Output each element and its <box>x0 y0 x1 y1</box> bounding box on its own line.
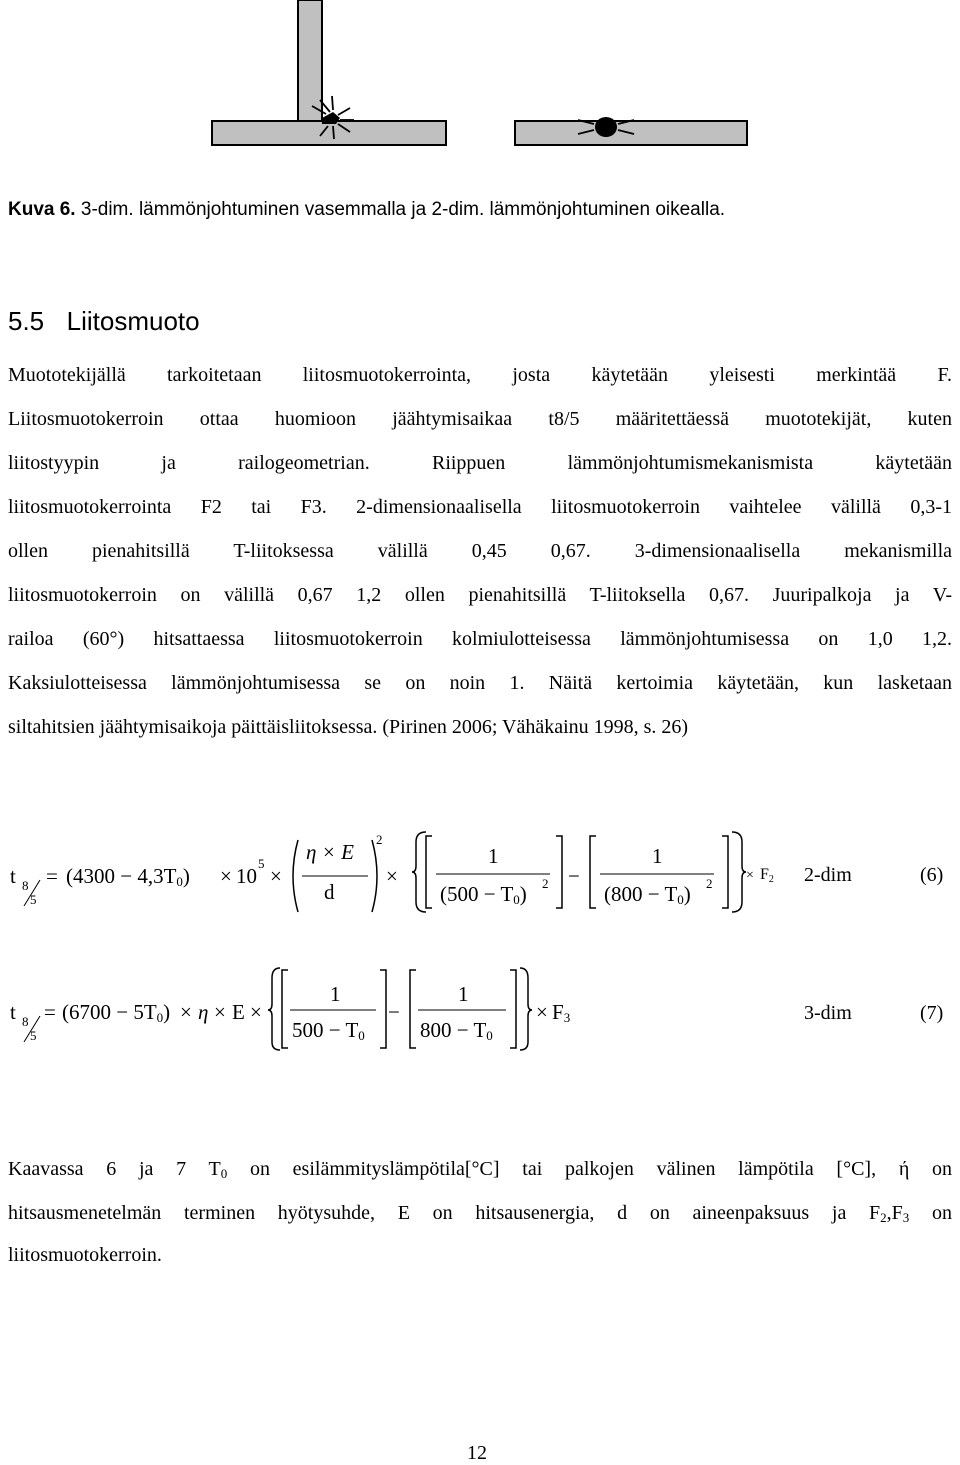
figure-caption-label: Kuva 6. <box>8 199 76 220</box>
eq6-den-a-exp: 2 <box>542 876 549 891</box>
eq7-times-3: × <box>250 1000 262 1024</box>
eq6-times-1: × <box>220 864 232 888</box>
paragraph-line: liitostyypin ja railogeometrian. Riippuen lämmönjohtumismekanismista käytetään <box>8 452 952 474</box>
eq6-one-a: 1 <box>488 844 499 868</box>
eq7-factor1-close: ) <box>163 1000 171 1024</box>
eq6-times-4: × <box>746 868 754 883</box>
eq6-dim: 2-dim <box>804 864 852 886</box>
paragraph2-line-3: liitosmuotokerroin. <box>8 1244 162 1266</box>
eq6-den-a <box>440 882 527 907</box>
eq6-times-3: × <box>386 864 398 888</box>
eq6-den-a-sub: 0 <box>513 892 520 907</box>
eq7-den-a <box>292 1018 365 1043</box>
eq7-dim: 3-dim <box>804 1002 852 1024</box>
equation-7 <box>0 966 960 1056</box>
page-number: 12 <box>467 1442 487 1464</box>
eq6-one-b: 1 <box>652 844 663 868</box>
eq7-den-a-sub: 0 <box>358 1028 365 1043</box>
eq7-sub-5: 5 <box>30 1028 37 1043</box>
paragraph-line: Kaksiulotteisessa lämmönjohtumisessa se on noin 1. Näitä kertoimia käytetään, kun lasketaan <box>8 672 952 694</box>
eq6-den-b-sub: 0 <box>677 892 684 907</box>
p2-line2-a: hitsausmenetelmän terminen hyötysuhde, E on hitsausenergia, d on aineenpaksuus ja F <box>8 1202 881 1224</box>
t-joint-2dim-figure <box>515 117 747 145</box>
paragraph-line: ollen pienahitsillä T-liitoksessa välillä 0,45 0,67. 3-dimensionaalisella mekanismilla <box>8 540 952 562</box>
paragraph-line: liitosmuotokerrointa F2 tai F3. 2-dimensionaalisella liitosmuotokerroin vaihtelee välillä 0,3-1 <box>8 496 952 518</box>
eq6-sub-8: 8 <box>22 878 29 893</box>
section-title: Liitosmuoto <box>66 306 200 336</box>
eq6-times-2: × <box>270 864 282 888</box>
p2-line1-sub: 0 <box>220 1166 228 1181</box>
eq7-times-2: × <box>214 1000 226 1024</box>
eq6-den-b <box>604 882 691 907</box>
eq7-factor1 <box>62 1000 170 1025</box>
eq7-F-sub: 3 <box>563 1010 571 1025</box>
p2-line2-b: on <box>932 1202 952 1224</box>
eq6-den-b-exp: 2 <box>706 876 713 891</box>
equation-6 <box>0 820 960 920</box>
eq7-den-a-text: 500 − T <box>292 1018 359 1042</box>
eq7-factor1-text: (6700 − 5T <box>62 1000 157 1024</box>
eq6-factor1 <box>66 864 190 889</box>
eq6-factor1-text: (4300 − 4,3T <box>66 864 177 888</box>
eq6-square: 2 <box>376 832 383 847</box>
figure-caption-text: 3-dim. lämmönjohtuminen vasemmalla ja 2-dim. lämmönjohtuminen oikealla. <box>80 199 726 220</box>
eq6-frac-den: d <box>324 880 335 904</box>
p2-line2-sub1: 2 <box>880 1210 887 1225</box>
paragraph-line: siltahitsien jäähtymisaikoja päittäisliitoksessa. (Pirinen 2006; Vähäkainu 1998, s. 26) <box>8 716 689 738</box>
section-number: 5.5 <box>8 306 45 336</box>
eq6-ten-exp: 5 <box>258 856 265 871</box>
eq7-times-1: × <box>180 1000 192 1024</box>
eq6-F <box>760 866 774 884</box>
p2-line2-sub2: 3 <box>902 1210 910 1225</box>
p2-line1-b: on esilämmityslämpötila[°C] tai palkojen välinen lämpötila [°C], ή on <box>249 1158 953 1180</box>
eq6-frac-num: η × E <box>306 840 354 864</box>
eq6-den-a-close: ) <box>519 882 527 906</box>
p2-line1-a: Kaavassa 6 ja 7 T <box>8 1158 221 1180</box>
t-joint-figures <box>0 0 960 150</box>
eq7-times-4: × <box>536 1000 548 1024</box>
eq7-number: (7) <box>920 1002 944 1024</box>
eq7-sub-8: 8 <box>22 1014 29 1029</box>
eq6-factor1-close: ) <box>182 864 190 888</box>
eq6-den-a-text: (500 − T <box>440 882 514 906</box>
eq6-lhs-t: t <box>10 864 16 888</box>
paragraph2-line-1 <box>8 1158 952 1181</box>
section-heading <box>8 306 200 337</box>
eq6-den-b-text: (800 − T <box>604 882 678 906</box>
paragraph-line: liitosmuotokerroin on välillä 0,67 1,2 ollen pienahitsillä T-liitoksella 0,67. Juuripalkoja ja V- <box>8 584 952 606</box>
eq7-den-b <box>420 1018 493 1043</box>
eq7-F-text: F <box>552 1000 564 1024</box>
eq6-sub-5: 5 <box>30 892 37 907</box>
paragraph-line: Muototekijällä tarkoitetaan liitosmuotokerrointa, josta käytetään yleisesti merkintää F. <box>8 364 952 386</box>
eq7-den-b-text: 800 − T <box>420 1018 487 1042</box>
eq7-one-b: 1 <box>458 982 469 1006</box>
eq7-F <box>552 1000 570 1025</box>
paragraph-line: Liitosmuotokerroin ottaa huomioon jäähtymisaikaa t8/5 määritettäessä muototekijät, kuten <box>8 408 952 430</box>
figure-caption <box>8 199 725 221</box>
p2-line2-comma: ,F <box>886 1202 903 1224</box>
eq7-one-a: 1 <box>330 982 341 1006</box>
eq7-eta: η <box>198 1000 209 1024</box>
eq6-F-text: F <box>760 866 769 883</box>
eq6-den-b-close: ) <box>683 882 691 906</box>
eq7-den-b-sub: 0 <box>486 1028 493 1043</box>
eq7-E: E <box>232 1000 245 1024</box>
eq7-factor1-sub: 0 <box>156 1010 164 1025</box>
eq6-F-sub: 2 <box>768 874 774 885</box>
eq6-factor1-sub: 0 <box>176 874 183 889</box>
eq6-number: (6) <box>920 864 944 886</box>
eq6-minus: − <box>568 864 580 888</box>
eq7-minus: − <box>388 1000 400 1024</box>
t-joint-3dim-figure <box>212 0 446 145</box>
paragraph2-line-2 <box>8 1202 952 1225</box>
paragraph-line: railoa (60°) hitsattaessa liitosmuotokerroin kolmiulotteisessa lämmönjohtumisessa on 1,0 1,2. <box>8 628 952 650</box>
eq6-equals: = <box>46 864 58 888</box>
eq7-equals: = <box>44 1000 56 1024</box>
eq6-ten: 10 <box>236 864 257 888</box>
eq7-lhs-t: t <box>10 1000 16 1024</box>
